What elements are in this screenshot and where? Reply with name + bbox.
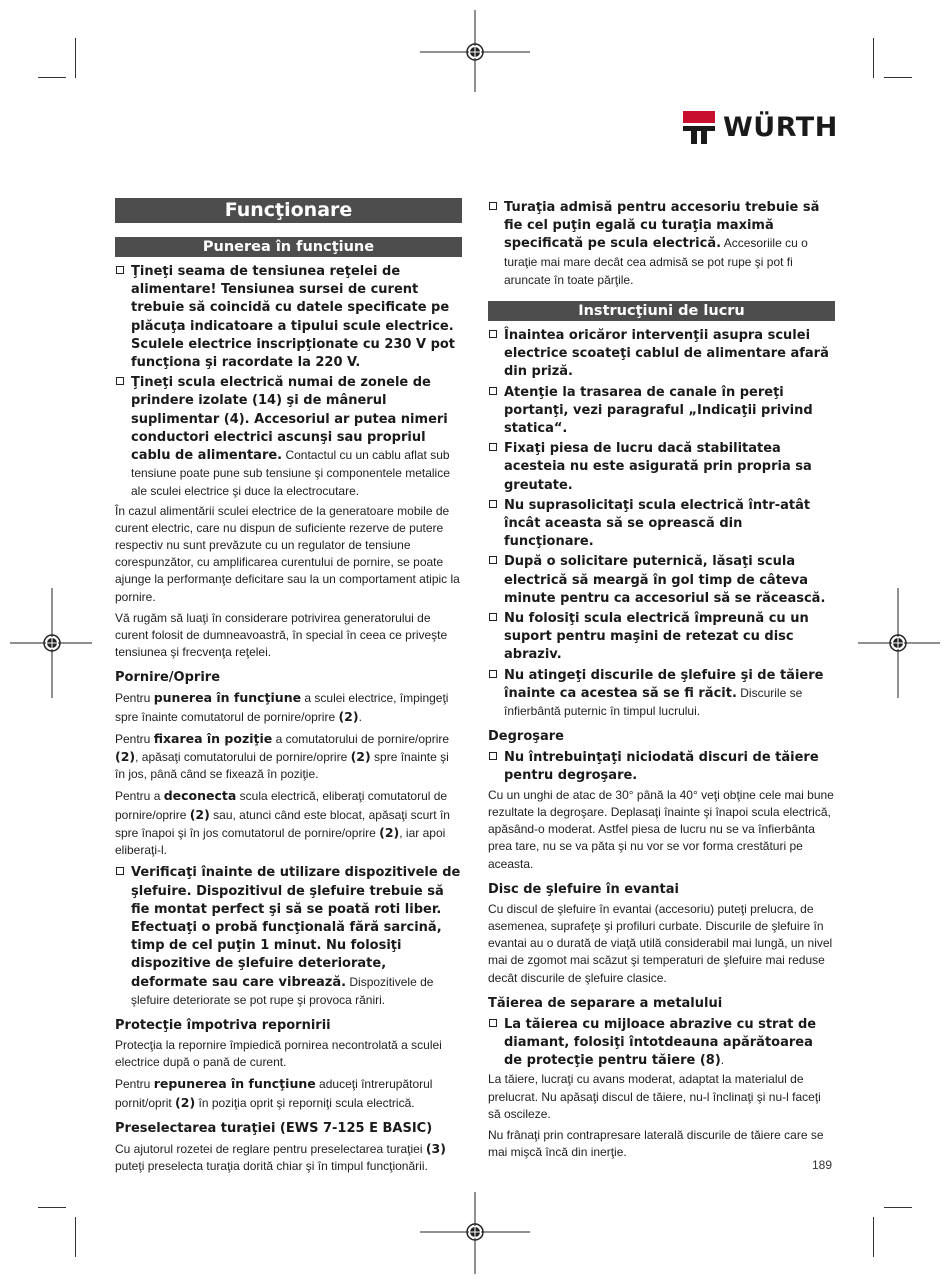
paragraph: Pentru fixarea în poziţie a comutatorului de pornire/oprire (2), apăsaţi comutatorului de pornire/oprire (2) spre înainte şi în jos, până când se fixează în poziţie. xyxy=(115,730,450,782)
checkbox-bullet-icon xyxy=(489,613,497,621)
list-item: La tăierea cu mijloace abrazive cu strat de diamant, folosiţi întotdeauna apărătoarea de protecţie pentru tăiere (8). xyxy=(488,1015,835,1070)
subheading-degrosare: Degroşare xyxy=(488,729,564,745)
checkbox-bullet-icon xyxy=(489,752,497,760)
page-number: 189 xyxy=(812,1158,833,1172)
subheading-taiere: Tăierea de separare a metalului xyxy=(488,995,723,1011)
paragraph: La tăiere, lucraţi cu avans moderat, adaptat la materialul de prelucrat. Nu apăsaţi discul de tăiere, nu-l înclinaţi şi nu-l faceţi să oscileze. xyxy=(488,1072,821,1121)
checkbox-bullet-icon xyxy=(489,500,497,508)
paragraph: Nu frânaţi prin contrapresare laterală discurile de tăiere care se mai mişcă încă din inerţie. xyxy=(488,1127,824,1160)
subheading-preselectare: Preselectarea turaţiei (EWS 7-125 E BASIC) xyxy=(115,1120,433,1136)
crop-mark xyxy=(38,1207,66,1208)
checkbox-bullet-icon xyxy=(116,377,124,385)
list-item xyxy=(115,262,462,371)
crop-mark xyxy=(75,1217,76,1257)
list-item: Atenţie la trasarea de canale în pereţi portanţi, vezi paragraful „Indicaţii privind statica“. xyxy=(488,383,835,438)
wurth-logo xyxy=(683,111,838,144)
checkbox-bullet-icon xyxy=(489,556,497,564)
crop-mark xyxy=(884,77,912,78)
checkbox-bullet-icon xyxy=(489,202,497,210)
paragraph: Cu un unghi de atac de 30° până la 40° veţi obţine cele mai bune rezultate la degroşare. Deplasaţi înainte şi înapoi scula electrică, apăsând-o moderat. Astfel piesa de lucru nu se va înfierbânta prea tare, nu se va păta şi nu vor se vor forma crestături pe aceasta. xyxy=(488,787,834,871)
section-heading-punerea: Punerea în funcţiune xyxy=(115,237,462,257)
paragraph: Pentru punerea în funcţiune a sculei electrice, împingeţi spre înainte comutatorul de pornire/oprire (2). xyxy=(115,690,449,724)
subheading-protectie: Protecţie împotriva repornirii xyxy=(115,1017,331,1033)
paragraph: Pentru a deconecta scula electrică, eliberaţi comutatorul de pornire/oprire (2) sau, atunci când este blocat, apăsaţi scurt în spre înapoi şi în jos comutatorul de pornire/oprire (2), iar apoi eliberaţi-l. xyxy=(115,788,450,858)
explanation-text: Contactul cu un cablu aflat sub tensiune poate pune sub tensiune şi componentele metalice ale sculei electrice şi duce la electrocutare. xyxy=(131,448,450,499)
checkbox-bullet-icon xyxy=(116,266,124,274)
checkbox-bullet-icon xyxy=(489,1019,497,1027)
list-item: Nu suprasolicitaţi scula electrică într-atât încât aceasta să se oprească din funcţionare. xyxy=(488,496,835,551)
crop-mark xyxy=(873,1217,874,1257)
checkbox-bullet-icon xyxy=(116,867,124,875)
crop-mark xyxy=(75,38,76,78)
list-item: Nu întrebuinţaţi niciodată discuri de tăiere pentru degroşare. xyxy=(488,748,835,784)
wurth-logo-icon xyxy=(683,111,715,144)
checkbox-bullet-icon xyxy=(489,387,497,395)
paragraph: Cu discul de şlefuire în evantai (accesoriu) puteţi prelucra, de asemenea, suprafeţe şi profiluri curbate. Discurile de şlefuire în evantai au o durată de viaţă utilă considerabil mai lungă, un nivel mai de zgomot mai scăzut şi temperaturi de şlefuire mai reduse decât discurile de şlefuire clasice. xyxy=(488,901,833,985)
list-item: Fixaţi piesa de lucru dacă stabilitatea acesteia nu este asigurată prin propria sa greutate. xyxy=(488,439,835,494)
list-item xyxy=(115,863,462,1009)
warning-text: Verificaţi înainte de utilizare dispozitivele de şlefuire. Dispozitivul de şlefuire trebuie să fie montat perfect şi să se poată roti liber. Efectuaţi o probă funcţională fără sarcină, timp de cel puţin 1 minut. Nu folosiţi dispozitive de şlefuire deteriorate, deformate sau care vibrează. xyxy=(131,865,461,990)
list-item: După o solicitare puternică, lăsaţi scula electrică să meargă în gol timp de câteva minute pentru ca accesoriul să se răcească. xyxy=(488,552,835,607)
list-item xyxy=(488,198,835,289)
registration-mark-right xyxy=(858,588,940,698)
paragraph: Vă rugăm să luaţi în considerare potrivirea generatorului de curent folosit de dumneavoastră, în special în ceea ce priveşte tensiunea şi frecvenţa reţelei. xyxy=(115,610,448,660)
checkbox-bullet-icon xyxy=(489,670,497,678)
paragraph: Protecţia la repornire împiedică pornirea necontrolată a sculei electrice după o pană de curent. xyxy=(115,1037,442,1070)
left-column xyxy=(115,198,462,1179)
warning-text: Turaţia admisă pentru accesoriu trebuie să fie cel puţin egală cu turaţia maximă specificată pe scula electrică. xyxy=(504,200,820,252)
brand-name: WÜRTH xyxy=(723,112,838,143)
warning-text: Ţineţi scula electrică numai de zonele de prindere izolate (14) şi de mânerul suplimentar (4). Accesoriul ar putea nimeri conductori electrici ascunşi sau propriul cablu de alimentare. xyxy=(131,375,448,464)
crop-mark xyxy=(873,38,874,78)
explanation-text: Dispozitivele de şlefuire deteriorate se pot rupe şi provoca răniri. xyxy=(131,974,434,1007)
list-item: Nu folosiţi scula electrică împreună cu un suport pentru maşini de retezat cu disc abraziv. xyxy=(488,609,835,664)
section-heading-instructiuni: Instrucţiuni de lucru xyxy=(488,301,835,321)
page-title: Funcţionare xyxy=(115,198,462,223)
list-item: Înaintea oricăror intervenţii asupra sculei electrice scoateţi cablul de alimentare afară din priză. xyxy=(488,326,835,381)
checkbox-bullet-icon xyxy=(489,330,497,338)
crop-mark xyxy=(884,1207,912,1208)
registration-mark-bottom xyxy=(420,1192,530,1274)
registration-mark-left xyxy=(10,588,92,698)
paragraph: Cu ajutorul rozetei de reglare pentru preselectarea turaţiei (3) puteţi preselecta turaţia dorită chiar şi în timpul funcţionării. xyxy=(115,1140,446,1173)
subheading-disc: Disc de şlefuire în evantai xyxy=(488,881,679,897)
paragraph: Pentru repunerea în funcţiune aduceţi întrerupătorul pornit/oprit (2) în poziţia oprit şi reporniţi scula electrică. xyxy=(115,1076,433,1110)
checkbox-bullet-icon xyxy=(489,443,497,451)
subheading-pornire: Pornire/Oprire xyxy=(115,670,221,686)
crop-mark xyxy=(38,77,66,78)
registration-mark-top xyxy=(420,10,530,92)
warning-text: Ţineţi seama de tensiunea reţelei de alimentare! Tensiunea sursei de curent trebuie să coincidă cu datele specificate pe plăcuţa indicatoare a tipului scule electrice. Sculele electrice inscripţionate cu 230 V pot funcţiona şi racordate la 220 V. xyxy=(131,264,456,371)
paragraph: În cazul alimentării sculei electrice de la generatoare mobile de curent electric, care nu dispun de suficiente rezerve de putere respectiv nu sunt prevăzute cu un regulator de tensiune corespunzător, cu amplificarea curentului de pornire, se poate ajunge la performanţe deficitare sau la un comportament atipic la pornire. xyxy=(115,503,460,604)
list-item: Nu atingeţi discurile de şlefuire şi de tăiere înainte ca acestea să se fi răcit. Discurile se înfierbântă puternic în timpul lucrului. xyxy=(488,666,835,721)
list-item xyxy=(115,373,462,500)
right-column xyxy=(488,198,835,1165)
explanation-text: Accesoriile cu o turaţie mai mare decât cea admisă se pot rupe şi pot fi aruncate în toate părţile. xyxy=(504,236,808,287)
